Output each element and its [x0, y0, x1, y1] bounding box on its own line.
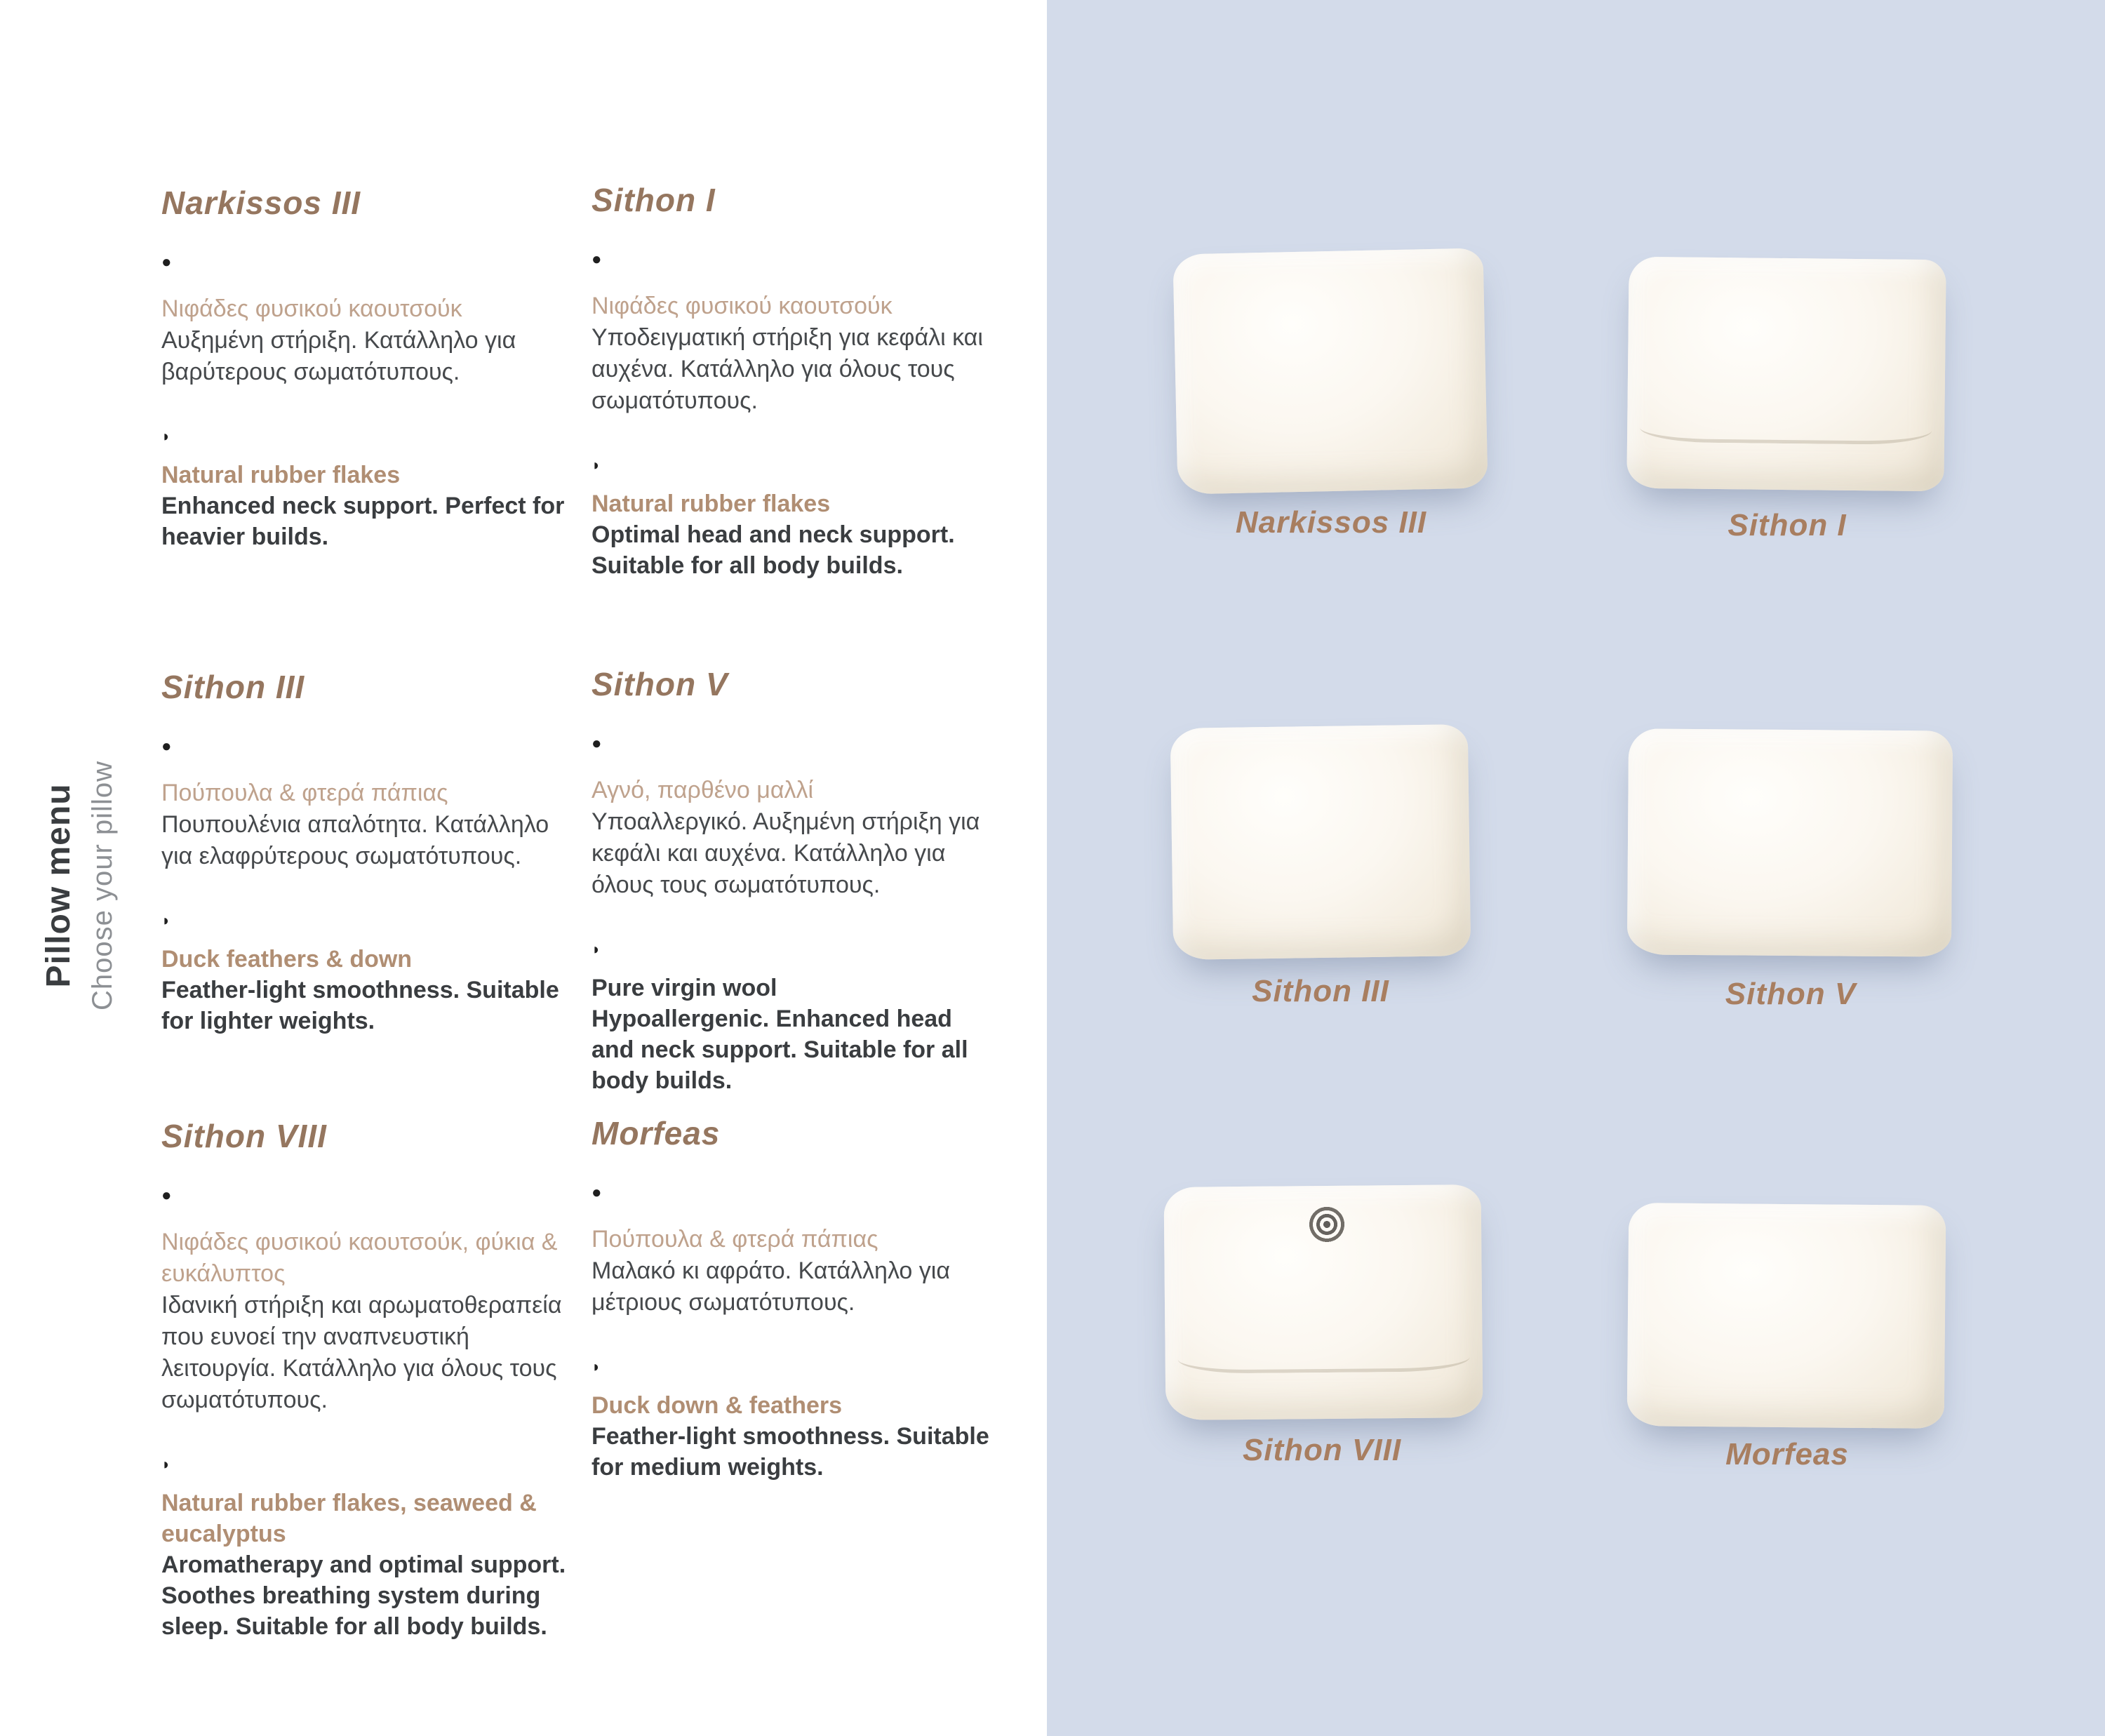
pillow-photo-sithon-viii: [1165, 1186, 1482, 1419]
material-name-english: Pure virgin wool: [592, 975, 777, 1001]
description-english: Hypoallergenic. Enhanced head and neck support. Suitable for all body builds.: [592, 1006, 968, 1094]
description-greek: Αυξημένη στήριξη. Κατάλληλο για βαρύτερους σωματότυπους.: [161, 327, 516, 385]
pillow-seam: [1640, 413, 1932, 445]
pillow-photo-sithon-i: [1628, 258, 1945, 490]
bullet-icon: ●: [592, 734, 602, 753]
pillow-seam: [1178, 1342, 1470, 1374]
material-name-greek: Νιφάδες φυσικού καουτσούκ: [161, 295, 462, 322]
material-name-english: Natural rubber flakes: [592, 490, 831, 517]
pillow-label: Sithon VIII: [1242, 1433, 1402, 1467]
page-title: Pillow menu: [40, 783, 77, 988]
pillow-photo-narkissos-iii: [1175, 251, 1485, 491]
entry-title: Sithon VIII: [161, 1118, 327, 1154]
arrow-icon: ◗: [592, 456, 601, 474]
arrow-icon: ◗: [161, 912, 171, 929]
pillow-image: [1627, 1203, 1946, 1429]
pillow-gallery-panel: [1047, 0, 2105, 1736]
pillow-image: [1164, 1184, 1483, 1420]
material-name-english: Duck feathers & down: [161, 946, 413, 973]
bullet-icon: ●: [161, 1186, 172, 1205]
pillow-label: Sithon I: [1728, 508, 1847, 542]
pillow-entry-morfeas: [592, 1114, 998, 1483]
pillow-image: [1626, 257, 1946, 492]
pillow-entry-narkissos-iii: [161, 184, 568, 552]
pillow-image: [1172, 248, 1488, 494]
description-english: Enhanced neck support. Perfect for heavier builds.: [161, 493, 565, 550]
material-name-english: Natural rubber flakes, seaweed & eucalyptus: [161, 1490, 537, 1547]
pillow-label: Narkissos III: [1235, 505, 1427, 540]
page-subtitle: Choose your pillow: [87, 761, 118, 1010]
pillow-photo-sithon-v: [1628, 730, 1952, 956]
pillow-image: [1627, 728, 1953, 956]
pillow-label: Sithon III: [1252, 974, 1389, 1008]
description-english: Feather-light smoothness. Suitable for lighter weights.: [161, 977, 559, 1034]
arrow-icon: ◗: [161, 427, 171, 445]
pillow-photo-sithon-iii: [1172, 726, 1469, 958]
bullet-icon: ●: [592, 250, 602, 269]
material-name-greek: Αγνό, παρθένο μαλλί: [592, 777, 814, 803]
bullet-icon: ●: [592, 1183, 602, 1202]
material-name-english: Natural rubber flakes: [161, 462, 401, 488]
description-greek: Υποδειγματική στήριξη για κεφάλι και αυχένα. Κατάλληλο για όλους τους σωματότυπους.: [592, 324, 983, 414]
pillow-label: Sithon V: [1725, 977, 1857, 1011]
arrow-icon: ◗: [161, 1455, 171, 1473]
arrow-icon: ◗: [592, 940, 601, 958]
arrow-icon: ◗: [592, 1358, 601, 1375]
description-greek: Πουπουλένια απαλότητα. Κατάλληλο για ελαφρύτερους σωματότυπους.: [161, 811, 549, 869]
description-greek: Ιδανική στήριξη και αρωματοθεραπεία που ευνοεί την αναπνευστική λειτουργία. Κατάλληλο για όλους τους σωματότυπους.: [161, 1292, 562, 1413]
spiral-logo-icon: [1307, 1202, 1348, 1248]
pillow-entry-sithon-iii: [161, 668, 568, 1036]
description-english: Optimal head and neck support. Suitable for all body builds.: [592, 521, 955, 579]
pillow-entry-sithon-v: [592, 665, 998, 1096]
pillow-label: Morfeas: [1725, 1437, 1849, 1471]
bullet-icon: ●: [161, 737, 172, 756]
material-name-greek: Πούπουλα & φτερά πάπιας: [161, 780, 448, 806]
entry-title: Sithon V: [592, 666, 728, 702]
material-name-english: Duck down & feathers: [592, 1392, 843, 1419]
material-name-greek: Πούπουλα & φτερά πάπιας: [592, 1226, 878, 1253]
entry-title: Narkissos III: [161, 185, 361, 221]
description-english: Feather-light smoothness. Suitable for medium weights.: [592, 1423, 989, 1481]
material-name-greek: Νιφάδες φυσικού καουτσούκ: [592, 293, 893, 319]
pillow-entry-sithon-viii: [161, 1117, 568, 1642]
description-greek: Υποαλλεργικό. Αυξημένη στήριξη για κεφάλι και αυχένα. Κατάλληλο για όλους τους σωματότυπους.: [592, 808, 980, 898]
entry-title: Sithon III: [161, 669, 305, 705]
pillow-photo-morfeas: [1628, 1204, 1945, 1427]
entry-title: Morfeas: [592, 1115, 721, 1151]
description-english: Aromatherapy and optimal support. Soothes breathing system during sleep. Suitable for all body builds.: [161, 1551, 566, 1640]
description-greek: Μαλακό κι αφράτο. Κατάλληλο για μέτριους σωματότυπους.: [592, 1257, 950, 1316]
material-name-greek: Νιφάδες φυσικού καουτσούκ, φύκια & ευκάλυπτος: [161, 1229, 558, 1287]
sidebar: [36, 671, 129, 1100]
entry-title: Sithon I: [592, 182, 716, 218]
pillow-entry-sithon-i: [592, 181, 998, 581]
bullet-icon: ●: [161, 253, 172, 272]
pillow-image: [1170, 724, 1471, 960]
